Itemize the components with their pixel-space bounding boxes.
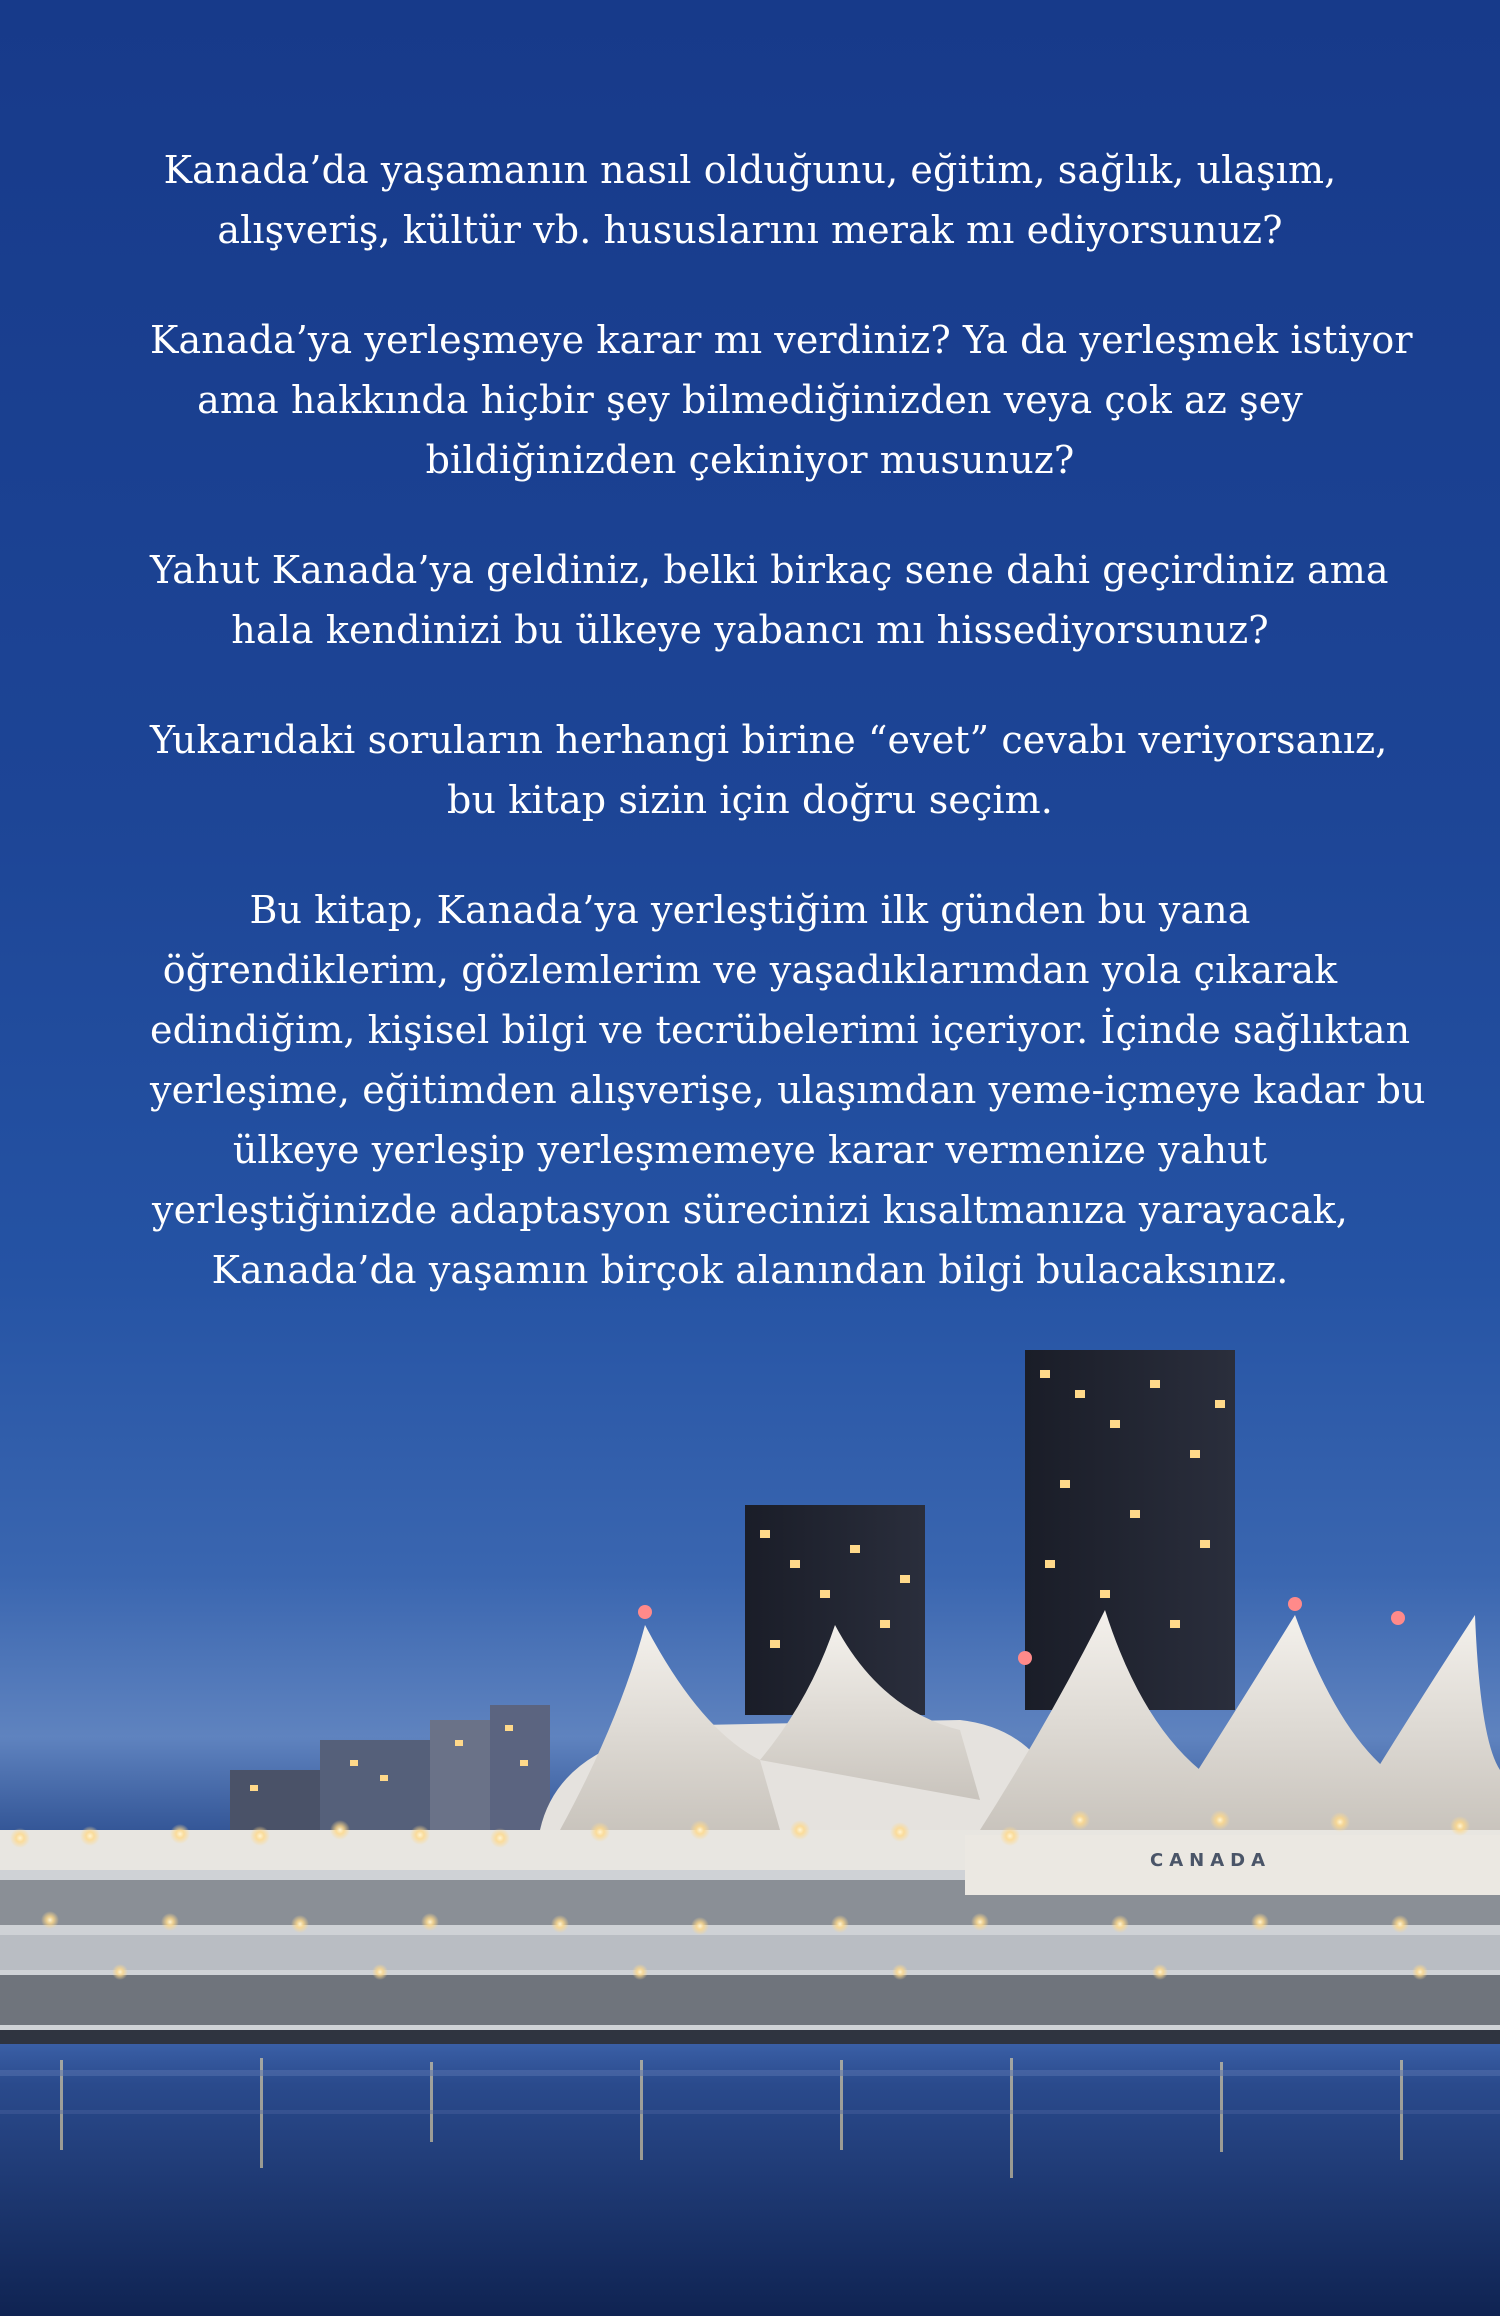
text-line: Yukarıdaki soruların herhangi birine “evet” cevabı veriyorsanız,	[150, 718, 1388, 762]
harbor-water	[0, 2044, 1500, 2316]
text-line: Yahut Kanada’ya geldiniz, belki birkaç sene dahi geçirdiniz ama	[150, 548, 1389, 592]
back-cover-blurb	[150, 140, 1426, 1350]
text-line: Bu kitap, Kanada’ya yerleştiğim ilk günden bu yana	[249, 888, 1251, 932]
paragraph-book-description	[150, 880, 1426, 1300]
terminal-building	[0, 1830, 1500, 2044]
text-line: ama hakkında hiçbir şey bilmediğinizden veya çok az şey	[197, 378, 1303, 422]
text-line: yerleşime, eğitimden alışverişe, ulaşımdan yeme-içmeye kadar bu	[150, 1068, 1426, 1112]
text-line: alışveriş, kültür vb. hususlarını merak mı ediyorsunuz?	[217, 208, 1283, 252]
text-line: bu kitap sizin için doğru seçim.	[447, 778, 1053, 822]
text-line: hala kendinizi bu ülkeye yabancı mı hissediyorsunuz?	[231, 608, 1269, 652]
paragraph-answer	[150, 710, 1388, 830]
text-line: edindiğim, kişisel bilgi ve tecrübelerimi içeriyor. İçinde sağlıktan	[150, 1008, 1411, 1052]
text-line: Kanada’da yaşamın birçok alanından bilgi bulacaksınız.	[211, 1248, 1289, 1292]
text-line: öğrendiklerim, gözlemlerim ve yaşadıklarımdan yola çıkarak	[162, 948, 1338, 992]
text-line: yerleştiğinizde adaptasyon sürecinizi kısaltmanıza yarayacak,	[152, 1188, 1348, 1232]
paragraph-decision-question	[150, 310, 1413, 490]
text-line: ülkeye yerleşip yerleşmemeye karar vermenize yahut	[232, 1128, 1268, 1172]
paragraph-arrived-question	[150, 540, 1389, 660]
building-sign: CANADA	[1150, 1850, 1272, 1871]
paragraph-intro-question	[150, 140, 1350, 260]
tower-right	[1025, 1350, 1235, 1710]
background-buildings	[230, 1705, 550, 1830]
text-line: bildiğinizden çekiniyor musunuz?	[425, 438, 1075, 482]
text-line: Kanada’ya yerleşmeye karar mı verdiniz? Ya da yerleşmek istiyor	[150, 318, 1413, 362]
text-line: Kanada’da yaşamanın nasıl olduğunu, eğitim, sağlık, ulaşım,	[163, 148, 1337, 192]
